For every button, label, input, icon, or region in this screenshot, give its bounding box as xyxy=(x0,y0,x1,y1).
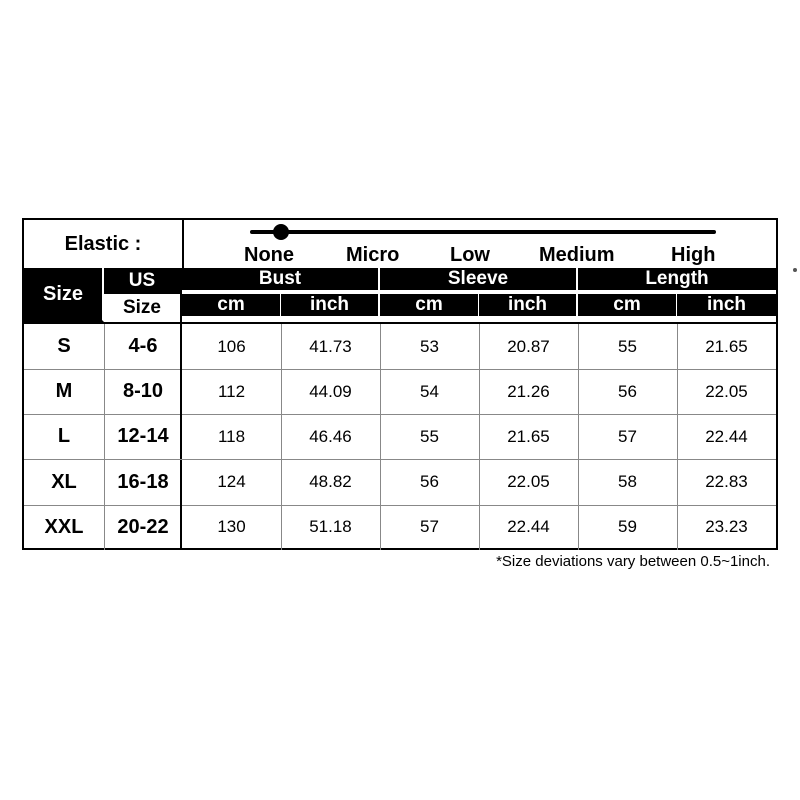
bust-inch-cell: 48.82 xyxy=(309,472,352,492)
bust-inch-header: inch xyxy=(281,294,380,316)
sleeve-header: Sleeve xyxy=(380,268,578,290)
elastic-scale-bar xyxy=(250,230,716,234)
sleeve-cm-cell: 54 xyxy=(420,381,439,401)
bust-cm-cell: 130 xyxy=(217,517,246,537)
length-inch-cell: 21.65 xyxy=(705,336,748,356)
column-divider xyxy=(104,460,105,505)
size-column-header: Size xyxy=(24,268,104,322)
us-size-cell: 4-6 xyxy=(128,335,158,357)
us-size-cell: 20-22 xyxy=(117,515,169,538)
bust-inch-cell: 46.46 xyxy=(309,426,352,446)
elastic-level-none: None xyxy=(244,244,294,266)
sleeve-inch-cell: 22.05 xyxy=(507,472,550,492)
length-inch-cell: 22.83 xyxy=(705,472,748,492)
elastic-level-medium: Medium xyxy=(539,244,615,266)
length-cm-cell: 56 xyxy=(618,381,637,401)
length-header: Length xyxy=(578,268,776,290)
elastic-label: Elastic : xyxy=(24,220,184,268)
table-row xyxy=(24,324,776,370)
table-row xyxy=(24,369,776,415)
column-divider xyxy=(677,505,678,550)
column-divider xyxy=(479,414,480,459)
sleeve-inch-header: inch xyxy=(479,294,578,316)
stray-dot xyxy=(793,268,797,272)
column-divider xyxy=(281,324,282,369)
length-inch-cell: 22.05 xyxy=(705,381,748,401)
sleeve-inch-cell: 22.44 xyxy=(507,517,550,537)
column-divider xyxy=(479,324,480,369)
column-divider xyxy=(180,414,182,459)
bust-inch-cell: 51.18 xyxy=(309,517,352,537)
column-divider xyxy=(578,369,579,414)
column-divider xyxy=(479,460,480,505)
column-divider xyxy=(104,369,105,414)
sleeve-cm-cell: 55 xyxy=(420,426,439,446)
elastic-selected-marker xyxy=(273,224,289,240)
sleeve-inch-cell: 21.26 xyxy=(507,381,550,401)
bust-cm-cell: 106 xyxy=(217,336,246,356)
column-divider xyxy=(281,369,282,414)
elastic-level-low: Low xyxy=(450,244,490,266)
elastic-scale xyxy=(184,220,776,268)
bust-header: Bust xyxy=(182,268,380,290)
column-divider xyxy=(380,324,381,369)
column-divider xyxy=(180,460,182,505)
length-inch-cell: 23.23 xyxy=(705,517,748,537)
column-divider xyxy=(281,505,282,550)
length-inch-cell: 22.44 xyxy=(705,426,748,446)
column-divider xyxy=(281,460,282,505)
column-divider xyxy=(104,414,105,459)
size-cell: L xyxy=(57,425,71,448)
us-header-top: US xyxy=(104,268,180,294)
bust-cm-cell: 124 xyxy=(217,472,246,492)
column-divider xyxy=(578,324,579,369)
sleeve-inch-cell: 21.65 xyxy=(507,426,550,446)
sleeve-cm-cell: 53 xyxy=(420,336,439,356)
bust-inch-cell: 44.09 xyxy=(309,381,352,401)
column-divider xyxy=(578,505,579,550)
column-divider xyxy=(104,505,105,550)
column-divider xyxy=(677,369,678,414)
column-divider xyxy=(479,505,480,550)
length-cm-cell: 58 xyxy=(618,472,637,492)
bust-cm-header: cm xyxy=(182,294,281,316)
size-chart xyxy=(22,218,778,550)
size-deviation-note: *Size deviations vary between 0.5~1inch. xyxy=(496,553,770,570)
sleeve-cm-cell: 57 xyxy=(420,517,439,537)
column-divider xyxy=(677,324,678,369)
column-divider xyxy=(677,414,678,459)
column-divider xyxy=(578,414,579,459)
length-cm-cell: 55 xyxy=(618,336,637,356)
us-header-bottom: Size xyxy=(104,294,180,322)
length-inch-header: inch xyxy=(677,294,776,316)
column-divider xyxy=(380,414,381,459)
bust-inch-cell: 41.73 xyxy=(309,336,352,356)
column-divider xyxy=(380,505,381,550)
column-divider xyxy=(578,460,579,505)
table-row xyxy=(24,460,776,506)
size-cell: XL xyxy=(51,470,77,493)
sleeve-cm-header: cm xyxy=(380,294,479,316)
length-cm-cell: 57 xyxy=(618,426,637,446)
column-divider xyxy=(180,369,182,414)
size-cell: S xyxy=(57,335,71,357)
elastic-level-high: High xyxy=(671,244,716,266)
column-divider xyxy=(479,369,480,414)
column-divider xyxy=(677,460,678,505)
length-cm-cell: 59 xyxy=(618,517,637,537)
column-divider xyxy=(281,414,282,459)
elastic-level-micro: Micro xyxy=(346,244,400,266)
table-row xyxy=(24,414,776,460)
unit-header-row xyxy=(24,294,776,324)
length-cm-header: cm xyxy=(578,294,677,316)
bust-cm-cell: 118 xyxy=(217,426,246,446)
sleeve-inch-cell: 20.87 xyxy=(507,336,550,356)
group-header-row xyxy=(24,268,776,294)
size-cell: XXL xyxy=(44,515,84,538)
column-divider xyxy=(180,324,182,369)
column-divider xyxy=(180,505,182,550)
column-divider xyxy=(380,369,381,414)
table-row xyxy=(24,505,776,550)
column-divider xyxy=(104,324,105,369)
us-size-cell: 16-18 xyxy=(117,470,169,493)
column-divider xyxy=(380,460,381,505)
us-size-cell: 12-14 xyxy=(117,425,169,448)
elastic-row xyxy=(24,220,776,270)
bust-cm-cell: 112 xyxy=(217,381,246,401)
sleeve-cm-cell: 56 xyxy=(420,472,439,492)
us-size-cell: 8-10 xyxy=(122,380,164,403)
size-cell: M xyxy=(55,380,73,403)
